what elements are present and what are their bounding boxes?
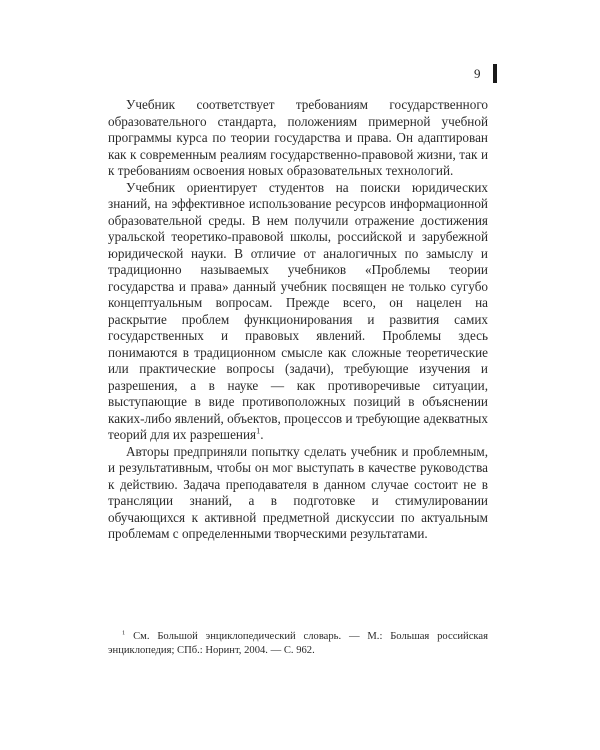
paragraph-1: Учебник соответствует требованиям государственного образовательного стандарта, положениям примерной учебной программы курса по теории государства и права. Он адаптирован как к современным реалиям государственно-правовой жизни, так и к требованиям освоения новых образовательных технологий. — [108, 97, 488, 178]
paragraph-2-tail: . — [260, 427, 264, 442]
footnote — [108, 630, 488, 657]
footnote-marker: 1 — [122, 629, 126, 637]
footnote-text: См. Большой энциклопедический словарь. — М.: Большая российская энциклопедия; СПб.: Норинт, 2004. — С. 962. — [108, 631, 488, 656]
footnote-reference[interactable]: 1 — [256, 426, 261, 436]
page-number: 9 — [474, 66, 481, 81]
paragraph-3: Авторы предприняли попытку сделать учебник и проблемным, и результативным, чтобы он мог выступать в качестве руководства к действию. Задача преподавателя в данном случае состоит не в трансляции знаний, а в подготовке и стимулировании обучающихся к активной предметной дискуссии по актуальным проблемам с определенными творческими результатами. — [108, 443, 488, 541]
paragraph-2-text: Учебник ориентирует студентов на поиски юридических знаний, на эффективное использование ресурсов информационной образовательной среды. В нем получили отражение достижения уральской теоретико-правовой школы, российской и зарубежной юридической науки. В отличие от аналогичных по замыслу и традиционно называемых учебников «Проблемы теории государства и права» данный учебник посвящен не только сугубо концептуальным вопросам. Прежде всего, он нацелен на раскрытие проблем функционирования и развития самих государственных и правовых явлений. Проблемы здесь понимаются в традиционном смысле как сложные теоретические или практические вопросы (задачи), требующие изучения и разрешения, а в науке — как противоречивые ситуации, выступающие в виде противоположных позиций в объяснении каких-либо явлений, объектов, процессов и требующие адекватных теорий для их разрешения — [108, 179, 488, 442]
page-number-bar — [493, 64, 497, 83]
body-text — [108, 97, 488, 543]
paragraph-2 — [108, 180, 488, 444]
